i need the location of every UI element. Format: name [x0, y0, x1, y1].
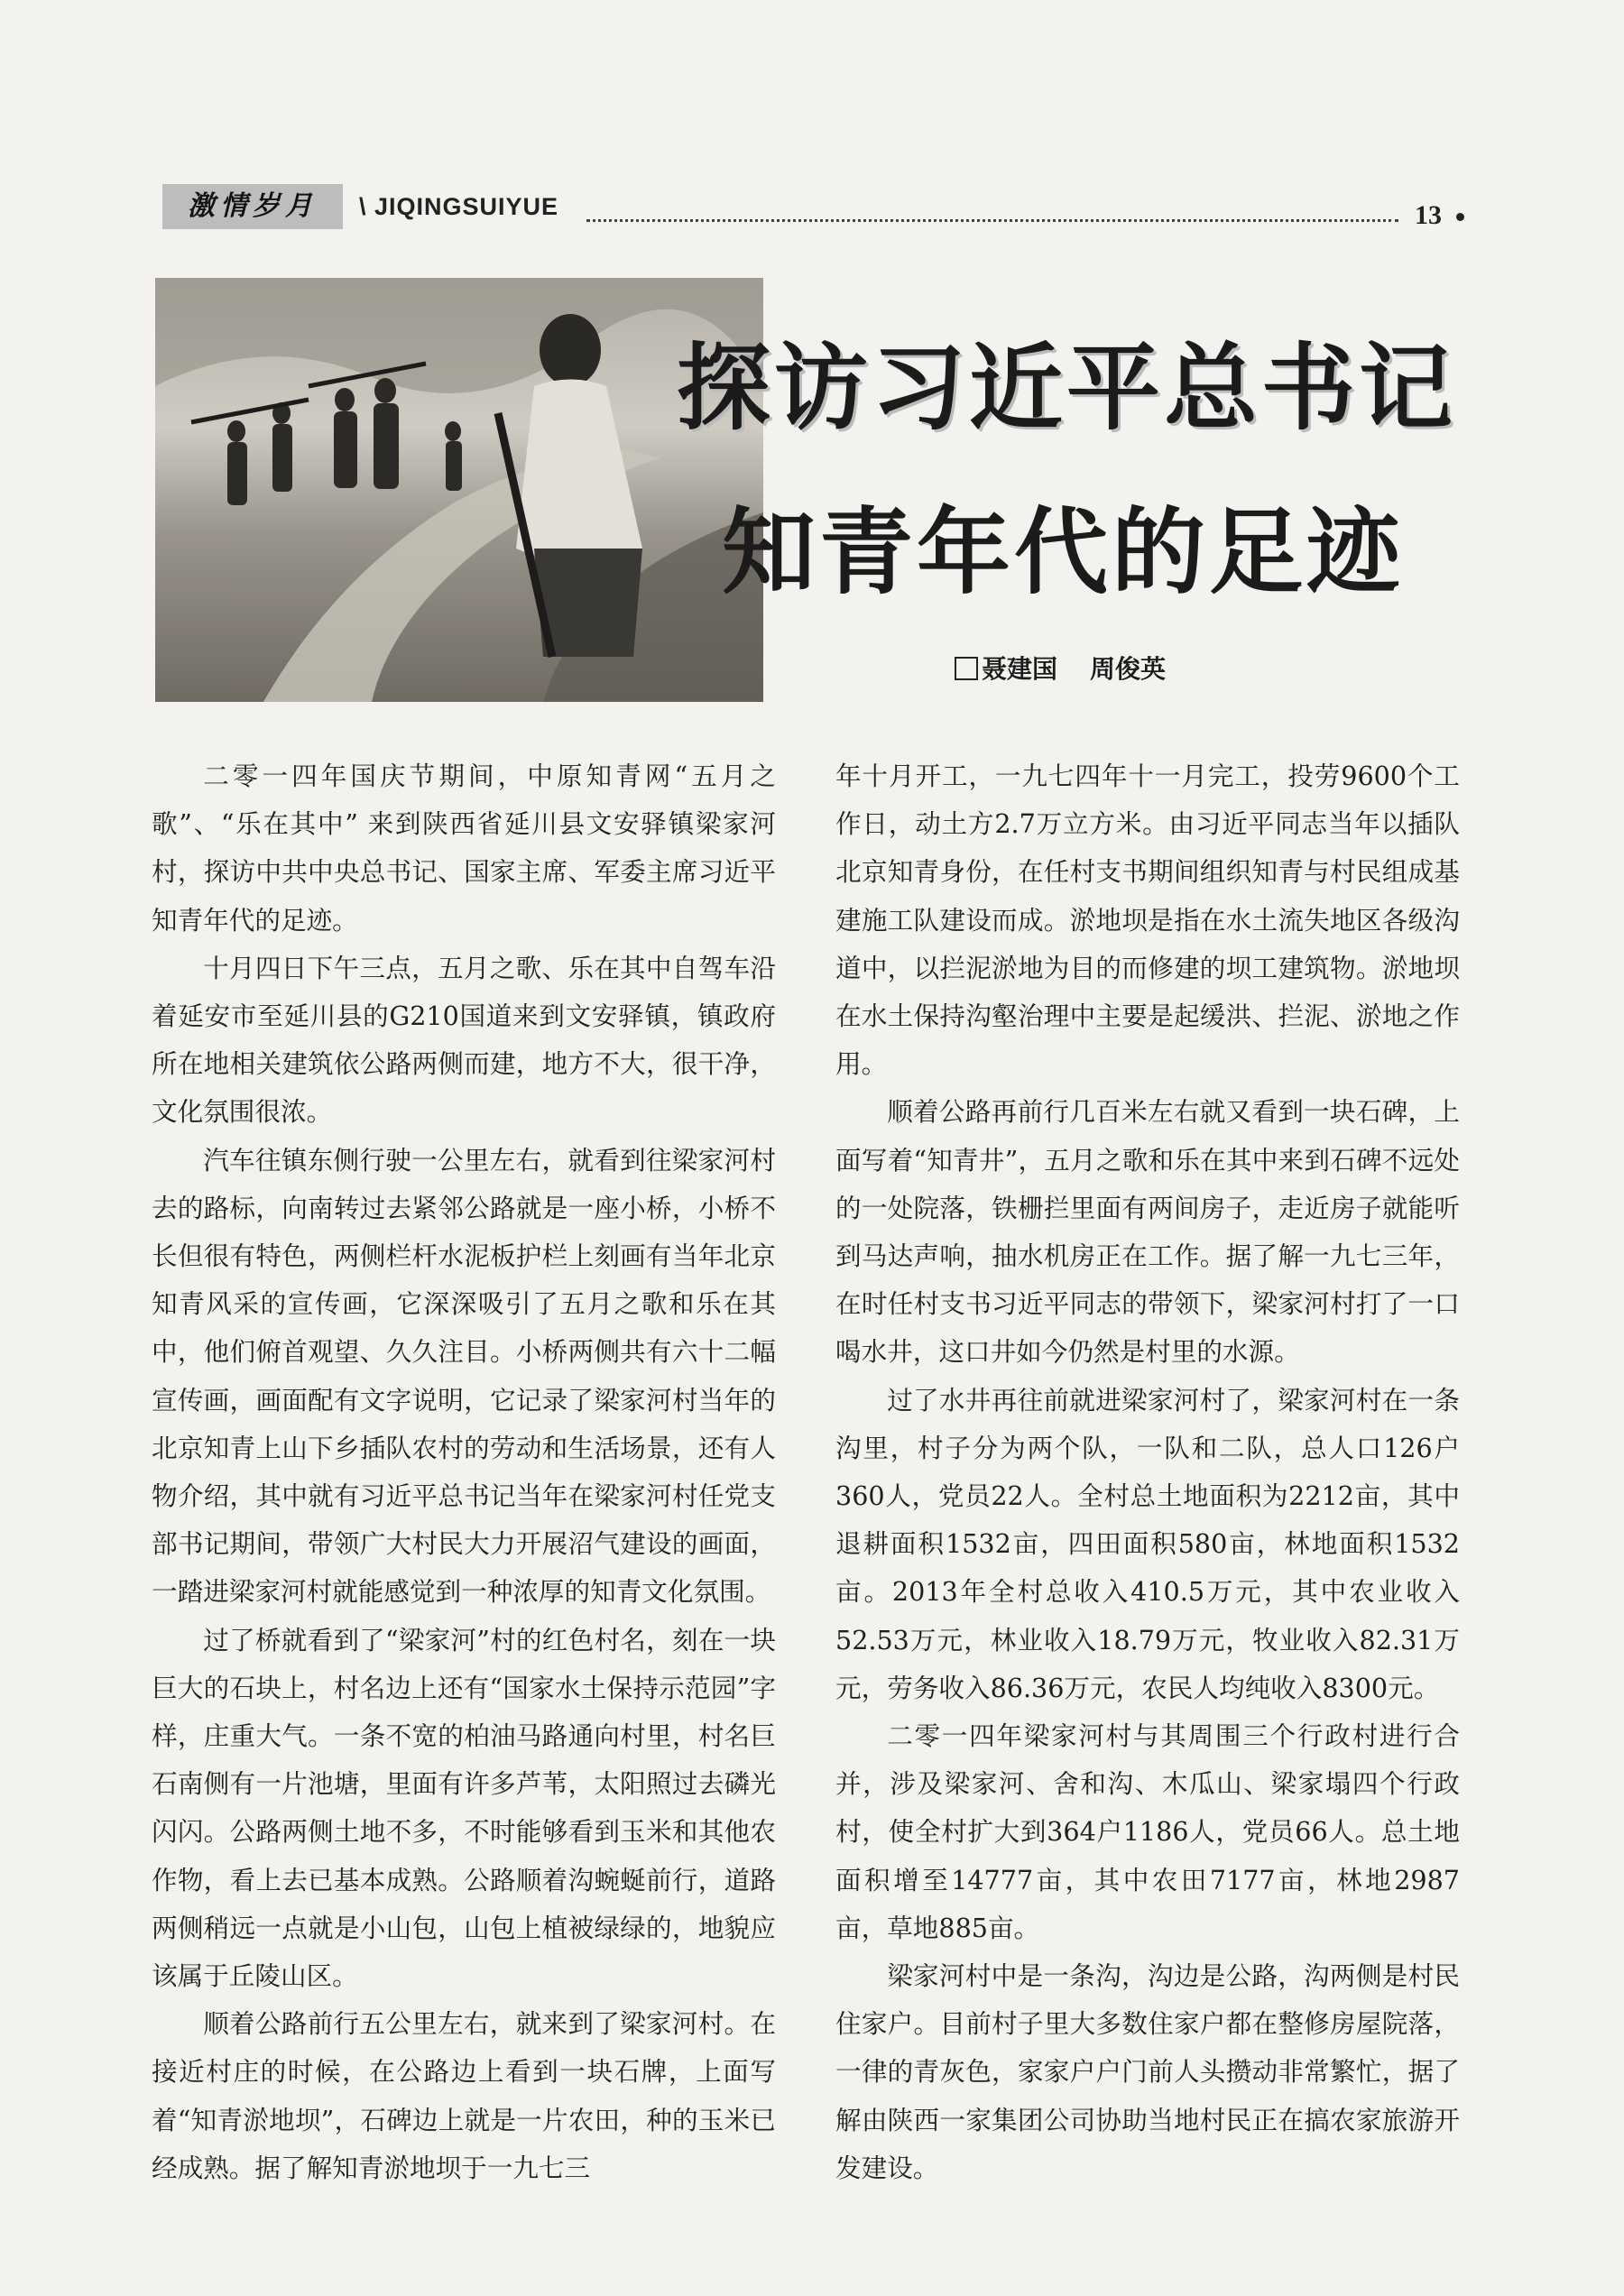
body-paragraph: 过了水井再往前就进梁家河村了，梁家河村在一条沟里，村子分为两个队，一队和二队，总人口126户360人，党员22人。全村总土地面积为2212亩，其中退耕面积1532亩，四田面积580亩，林地面积1532亩。2013年全村总收入410.5万元，其中农业收入52.53万元，林业收入18.79万元，牧业收入82.31万元，劳务收入86.36万元，农民人均纯收入8300元。 [835, 1384, 1460, 1703]
author-marker-box [955, 657, 978, 680]
article-body-right-column [835, 752, 1460, 2192]
page-number-bullet [1456, 213, 1464, 221]
page-number: 13 [1415, 200, 1442, 230]
section-tag: 激情岁月 [162, 184, 343, 229]
body-paragraph: 二零一四年国庆节期间，中原知青网“五月之歌”、“乐在其中” 来到陕西省延川县文安驿镇梁家河村，探访中共中央总书记、国家主席、军委主席习近平知青年代的足迹。 [152, 761, 776, 936]
body-paragraph: 过了桥就看到了“梁家河”村的红色村名，刻在一块巨大的石块上，村名边上还有“国家水土保持示范园”字样，庄重大气。一条不宽的柏油马路通向村里，村名巨石南侧有一片池塘，里面有许多芦苇，太阳照过去磷光闪闪。公路两侧土地不多，不时能够看到玉米和其他农作物，看上去已基本成熟。公路顺着沟蜿蜒前行，道路两侧稍远一点就是小山包，山包上植被绿绿的，地貌应该属于丘陵山区。 [152, 1624, 776, 1992]
article-title-line-2: 知青年代的足迹 [722, 497, 1405, 607]
body-paragraph: 顺着公路再前行几百米左右就又看到一块石碑，上面写着“知青井”，五月之歌和乐在其中来到石碑不远处的一处院落，铁栅拦里面有两间房子，走近房子就能听到马达声响，抽水机房正在工作。据了解一九七三年，在时任村支书习近平同志的带领下，梁家河村打了一口喝水井，这口井如今仍然是村里的水源。 [835, 1096, 1460, 1368]
body-paragraph: 顺着公路前行五公里左右，就来到了梁家河村。在接近村庄的时候，在公路边上看到一块石牌，上面写着“知青淤地坝”，石碑边上就是一片农田，种的玉米已经成熟。据了解知青淤地坝于一九七三 [152, 2008, 776, 2183]
author-name: 聂建国 [982, 654, 1058, 684]
body-paragraph: 十月四日下午三点，五月之歌、乐在其中自驾车沿着延安市至延川县的G210国道来到文安驿镇，镇政府所在地相关建筑依公路两侧而建，地方不大，很干净，文化氛围很浓。 [152, 952, 776, 1128]
article-body-left-column [152, 752, 776, 2192]
photo-illustration [155, 278, 763, 702]
body-paragraph-continued: 年十月开工，一九七四年十一月完工，投劳9600个工作日，动土方2.7万立方米。由习近平同志当年以插队北京知青身份，在任村支书期间组织知青与村民组成基建施工队建设而成。淤地坝是指在水土流失地区各级沟道中，以拦泥淤地为目的而修建的坝工建筑物。淤地坝在水土保持沟壑治理中主要是起缓洪、拦泥、淤地之作用。 [835, 761, 1460, 1080]
body-paragraph: 梁家河村中是一条沟，沟边是公路，沟两侧是村民住家户。目前村子里大多数住家户都在整修房屋院落，一律的青灰色，家家户户门前人头攒动非常繁忙，据了解由陕西一家集团公司协助当地村民正在搞农家旅游开发建设。 [835, 1960, 1460, 2183]
body-paragraph: 汽车往镇东侧行驶一公里左右，就看到往梁家河村去的路标，向南转过去紧邻公路就是一座小桥，小桥不长但很有特色，两侧栏杆水泥板护栏上刻画有当年北京知青风采的宣传画，它深深吸引了五月之歌和乐在其中，他们俯首观望、久久注目。小桥两侧共有六十二幅宣传画，画面配有文字说明，它记录了梁家河村当年的北京知青上山下乡插队农村的劳动和生活场景，还有人物介绍，其中就有习近平总书记当年在梁家河村任党支部书记期间，带领广大村民大力开展沼气建设的画面，一踏进梁家河村就能感觉到一种浓厚的知青文化氛围。 [152, 1144, 776, 1608]
author-name: 周俊英 [1090, 654, 1167, 684]
article-photo [155, 278, 763, 702]
article-authors [955, 650, 1166, 686]
section-name-english: \ JIQINGSUIYUE [359, 193, 559, 220]
article-title-line-1: 探访习近平总书记 [677, 333, 1457, 443]
header-dotted-rule [586, 219, 1398, 222]
body-paragraph: 二零一四年梁家河村与其周围三个行政村进行合并，涉及梁家河、舍和沟、木瓜山、梁家塌四个行政村，使全村扩大到364户1186人，党员66人。总土地面积增至14777亩，其中农田7177亩，林地2987亩，草地885亩。 [835, 1720, 1460, 1943]
